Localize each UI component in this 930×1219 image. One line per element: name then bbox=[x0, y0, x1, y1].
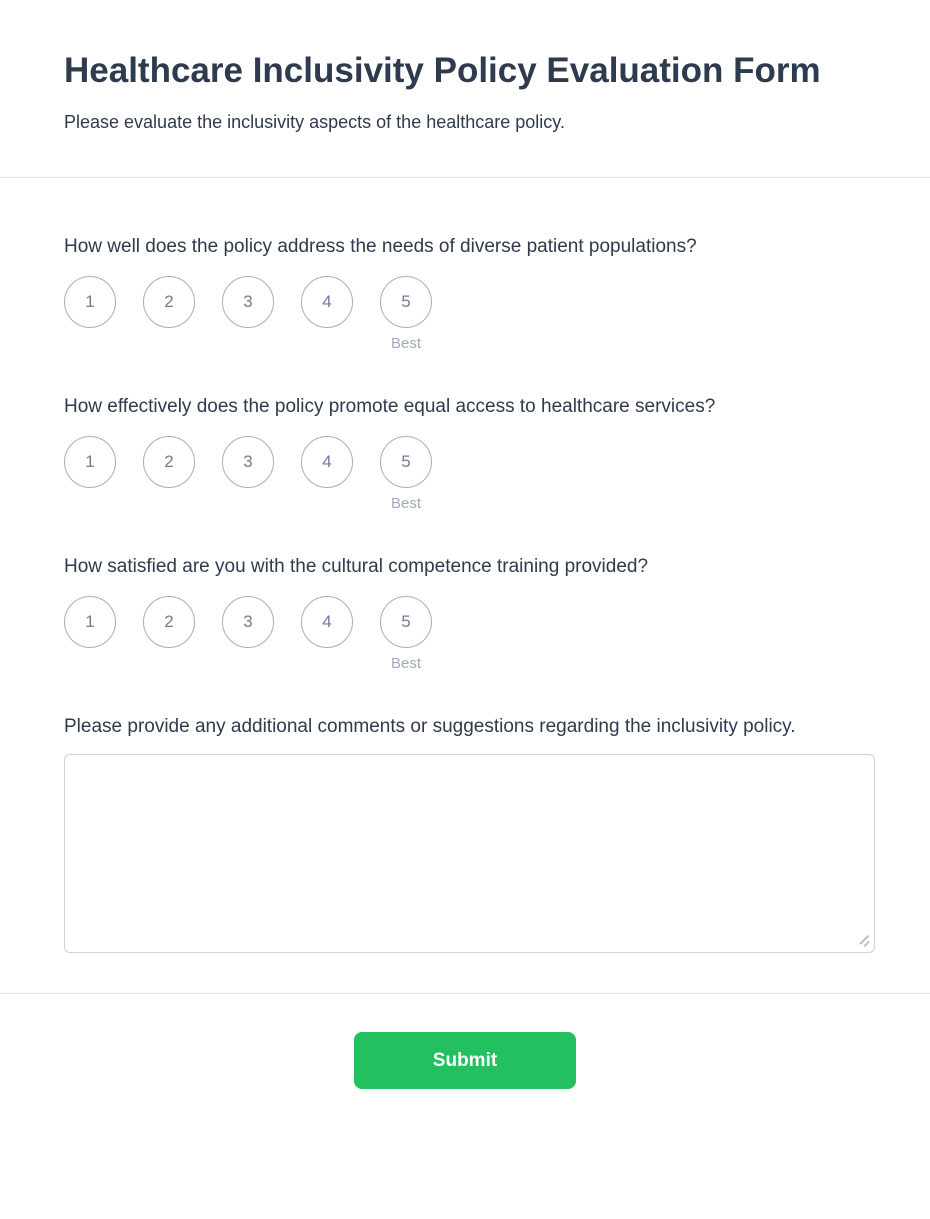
rating-option-wrap bbox=[143, 596, 195, 674]
best-label: Best bbox=[390, 335, 421, 352]
question-1-label: How well does the policy address the needs of diverse patient populations? bbox=[64, 236, 697, 257]
form-footer bbox=[0, 994, 930, 1140]
question-3-rating-scale bbox=[64, 596, 875, 674]
question-2 bbox=[64, 394, 875, 514]
question-1-rating-scale bbox=[64, 276, 875, 354]
rating-option-wrap bbox=[222, 276, 274, 354]
page-title: Healthcare Inclusivity Policy Evaluation Form bbox=[64, 51, 821, 90]
comment-question-label: Please provide any additional comments or suggestions regarding the inclusivity policy. bbox=[64, 716, 796, 737]
rating-option-wrap bbox=[64, 276, 116, 354]
question-2-rating-5[interactable]: 5 bbox=[380, 436, 432, 488]
question-1-rating-4[interactable]: 4 bbox=[301, 276, 353, 328]
question-3-label: How satisfied are you with the cultural competence training provided? bbox=[64, 556, 649, 577]
form-description: Please evaluate the inclusivity aspects of the healthcare policy. bbox=[64, 112, 565, 132]
question-3 bbox=[64, 554, 875, 674]
question-1-rating-3[interactable]: 3 bbox=[222, 276, 274, 328]
question-3-rating-2[interactable]: 2 bbox=[143, 596, 195, 648]
rating-option-wrap bbox=[143, 276, 195, 354]
comment-textarea-wrap bbox=[64, 754, 875, 953]
submit-button[interactable]: Submit bbox=[354, 1032, 576, 1089]
form-header bbox=[0, 0, 930, 177]
rating-option-wrap bbox=[222, 436, 274, 514]
rating-option-wrap bbox=[380, 596, 432, 674]
question-3-rating-5[interactable]: 5 bbox=[380, 596, 432, 648]
rating-option-wrap bbox=[222, 596, 274, 674]
rating-option-wrap bbox=[301, 596, 353, 674]
best-label: Best bbox=[390, 655, 421, 672]
best-label: Best bbox=[390, 495, 421, 512]
question-2-label: How effectively does the policy promote equal access to healthcare services? bbox=[64, 396, 716, 417]
question-1-rating-1[interactable]: 1 bbox=[64, 276, 116, 328]
question-2-rating-3[interactable]: 3 bbox=[222, 436, 274, 488]
question-1 bbox=[64, 234, 875, 354]
rating-option-wrap bbox=[64, 436, 116, 514]
question-2-rating-2[interactable]: 2 bbox=[143, 436, 195, 488]
form-body bbox=[0, 178, 930, 953]
comment-question bbox=[64, 714, 875, 953]
rating-option-wrap bbox=[380, 276, 432, 354]
question-3-rating-1[interactable]: 1 bbox=[64, 596, 116, 648]
question-1-rating-2[interactable]: 2 bbox=[143, 276, 195, 328]
question-3-rating-4[interactable]: 4 bbox=[301, 596, 353, 648]
rating-option-wrap bbox=[143, 436, 195, 514]
question-1-rating-5[interactable]: 5 bbox=[380, 276, 432, 328]
rating-option-wrap bbox=[64, 596, 116, 674]
rating-option-wrap bbox=[301, 276, 353, 354]
question-2-rating-4[interactable]: 4 bbox=[301, 436, 353, 488]
rating-option-wrap bbox=[380, 436, 432, 514]
question-3-rating-3[interactable]: 3 bbox=[222, 596, 274, 648]
comments-textarea[interactable] bbox=[64, 754, 875, 953]
rating-option-wrap bbox=[301, 436, 353, 514]
resize-handle-icon[interactable] bbox=[857, 933, 870, 946]
question-2-rating-scale bbox=[64, 436, 875, 514]
question-2-rating-1[interactable]: 1 bbox=[64, 436, 116, 488]
